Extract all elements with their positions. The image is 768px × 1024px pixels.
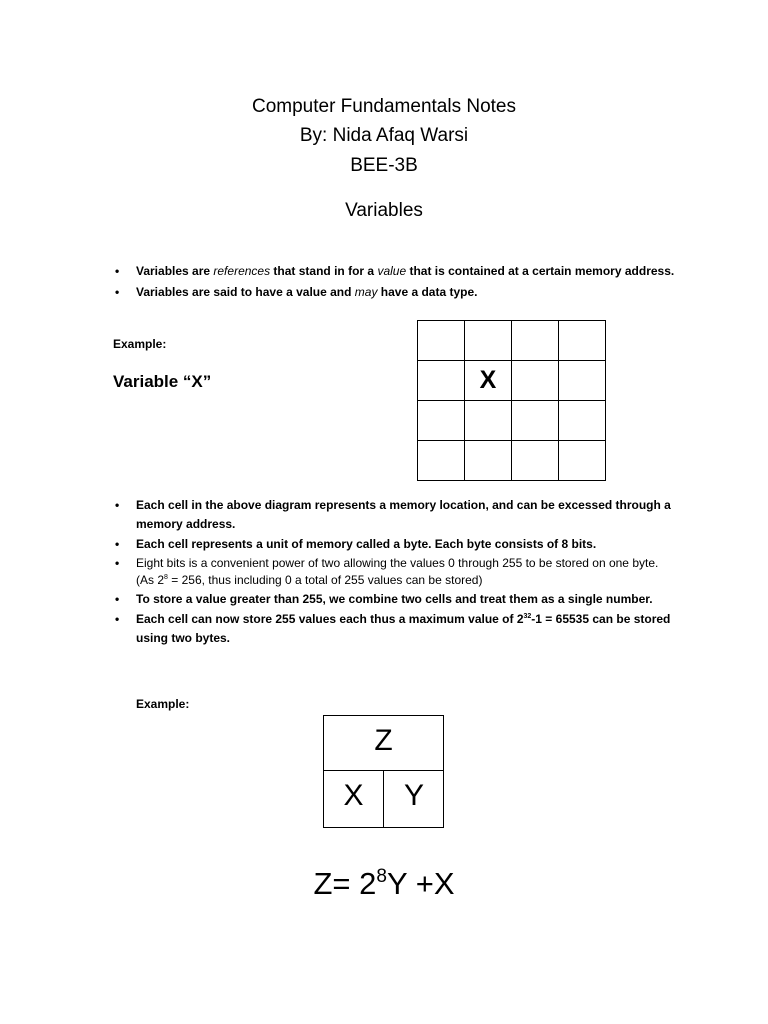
- memory-cell: [559, 441, 606, 481]
- combined-cell-z: Z: [324, 716, 443, 771]
- example-label: Example:: [113, 337, 167, 351]
- document-title: Computer Fundamentals Notes: [251, 96, 516, 117]
- low-byte-cell-x: X: [324, 771, 384, 828]
- text-run: Each cell can now store 255 values each thus a maximum value of 2: [136, 612, 524, 626]
- bullet-icon: •: [115, 498, 120, 512]
- notes-bullet-list: [115, 496, 675, 649]
- bullet-icon: •: [115, 264, 120, 278]
- formula: [0, 864, 768, 904]
- memory-cell: [559, 361, 606, 401]
- grid-row: [418, 361, 606, 401]
- memory-cell: [465, 441, 512, 481]
- text-run: Eight bits is a convenient power of two allowing the values 0 through 255 to be stored on one byte.(As 2: [136, 556, 659, 587]
- bullet-icon: •: [115, 285, 120, 299]
- bullet-icon: •: [115, 537, 120, 551]
- example-label: Example:: [136, 697, 190, 711]
- bullet-icon: •: [115, 592, 120, 606]
- bullet-icon: •: [115, 612, 120, 626]
- memory-cell: [512, 441, 559, 481]
- memory-cell: [418, 441, 465, 481]
- grid-row: [418, 321, 606, 361]
- text-run-italic: may: [354, 285, 378, 299]
- formula-part: Z= 2: [313, 866, 377, 901]
- section-title: Variables: [345, 200, 423, 221]
- text-run: that is contained at a certain memory address.: [406, 264, 675, 278]
- formula-exponent: 8: [376, 866, 387, 887]
- memory-cell: [418, 321, 465, 361]
- bullet-icon: •: [115, 556, 120, 570]
- grid-row: [418, 441, 606, 481]
- list-item: [115, 610, 675, 648]
- formula-part: Y +X: [386, 866, 455, 901]
- text-run: To store a value greater than 255, we combine two cells and treat them as a single number.: [136, 592, 653, 606]
- text-run: have a data type.: [377, 285, 478, 299]
- text-run-italic: value: [377, 264, 407, 278]
- text-run: = 256, thus including 0 a total of 255 values can be stored): [167, 573, 483, 587]
- two-byte-diagram: [323, 715, 444, 828]
- memory-cell: [418, 401, 465, 441]
- text-run: Each cell represents a unit of memory called a byte. Each byte consists of 8 bits.: [136, 537, 597, 551]
- text-run: Each cell in the above diagram represents a memory location, and can be excessed through a memory address.: [136, 498, 671, 531]
- memory-cell: [559, 401, 606, 441]
- memory-cell: [512, 401, 559, 441]
- text-run: Variables are: [136, 264, 214, 278]
- intro-bullet-list: [115, 262, 675, 304]
- document-class: BEE-3B: [350, 155, 418, 176]
- memory-cell: [512, 361, 559, 401]
- memory-grid: [417, 320, 606, 481]
- list-item: [115, 555, 675, 589]
- memory-cell: [418, 361, 465, 401]
- memory-cell: [512, 321, 559, 361]
- memory-cell-marked: X: [465, 361, 512, 401]
- list-item: [115, 283, 675, 302]
- text-run: that stand in for a: [270, 264, 378, 278]
- list-item: [115, 496, 675, 534]
- text-run: Variables are said to have a value and: [136, 285, 355, 299]
- text-run-italic: references: [213, 264, 271, 278]
- memory-cell: [559, 321, 606, 361]
- memory-cell: [465, 401, 512, 441]
- list-item: [115, 535, 675, 554]
- list-item: [115, 262, 675, 281]
- variable-title: Variable “X”: [113, 372, 212, 391]
- high-byte-cell-y: Y: [403, 779, 424, 812]
- document-author: By: Nida Afaq Warsi: [299, 125, 469, 146]
- text-run: -1 = 65535 can be stored using two bytes.: [136, 612, 671, 645]
- memory-cell: [465, 321, 512, 361]
- grid-row: [418, 401, 606, 441]
- superscript: 8: [164, 574, 168, 581]
- superscript: 32: [523, 613, 532, 620]
- list-item: [115, 590, 675, 609]
